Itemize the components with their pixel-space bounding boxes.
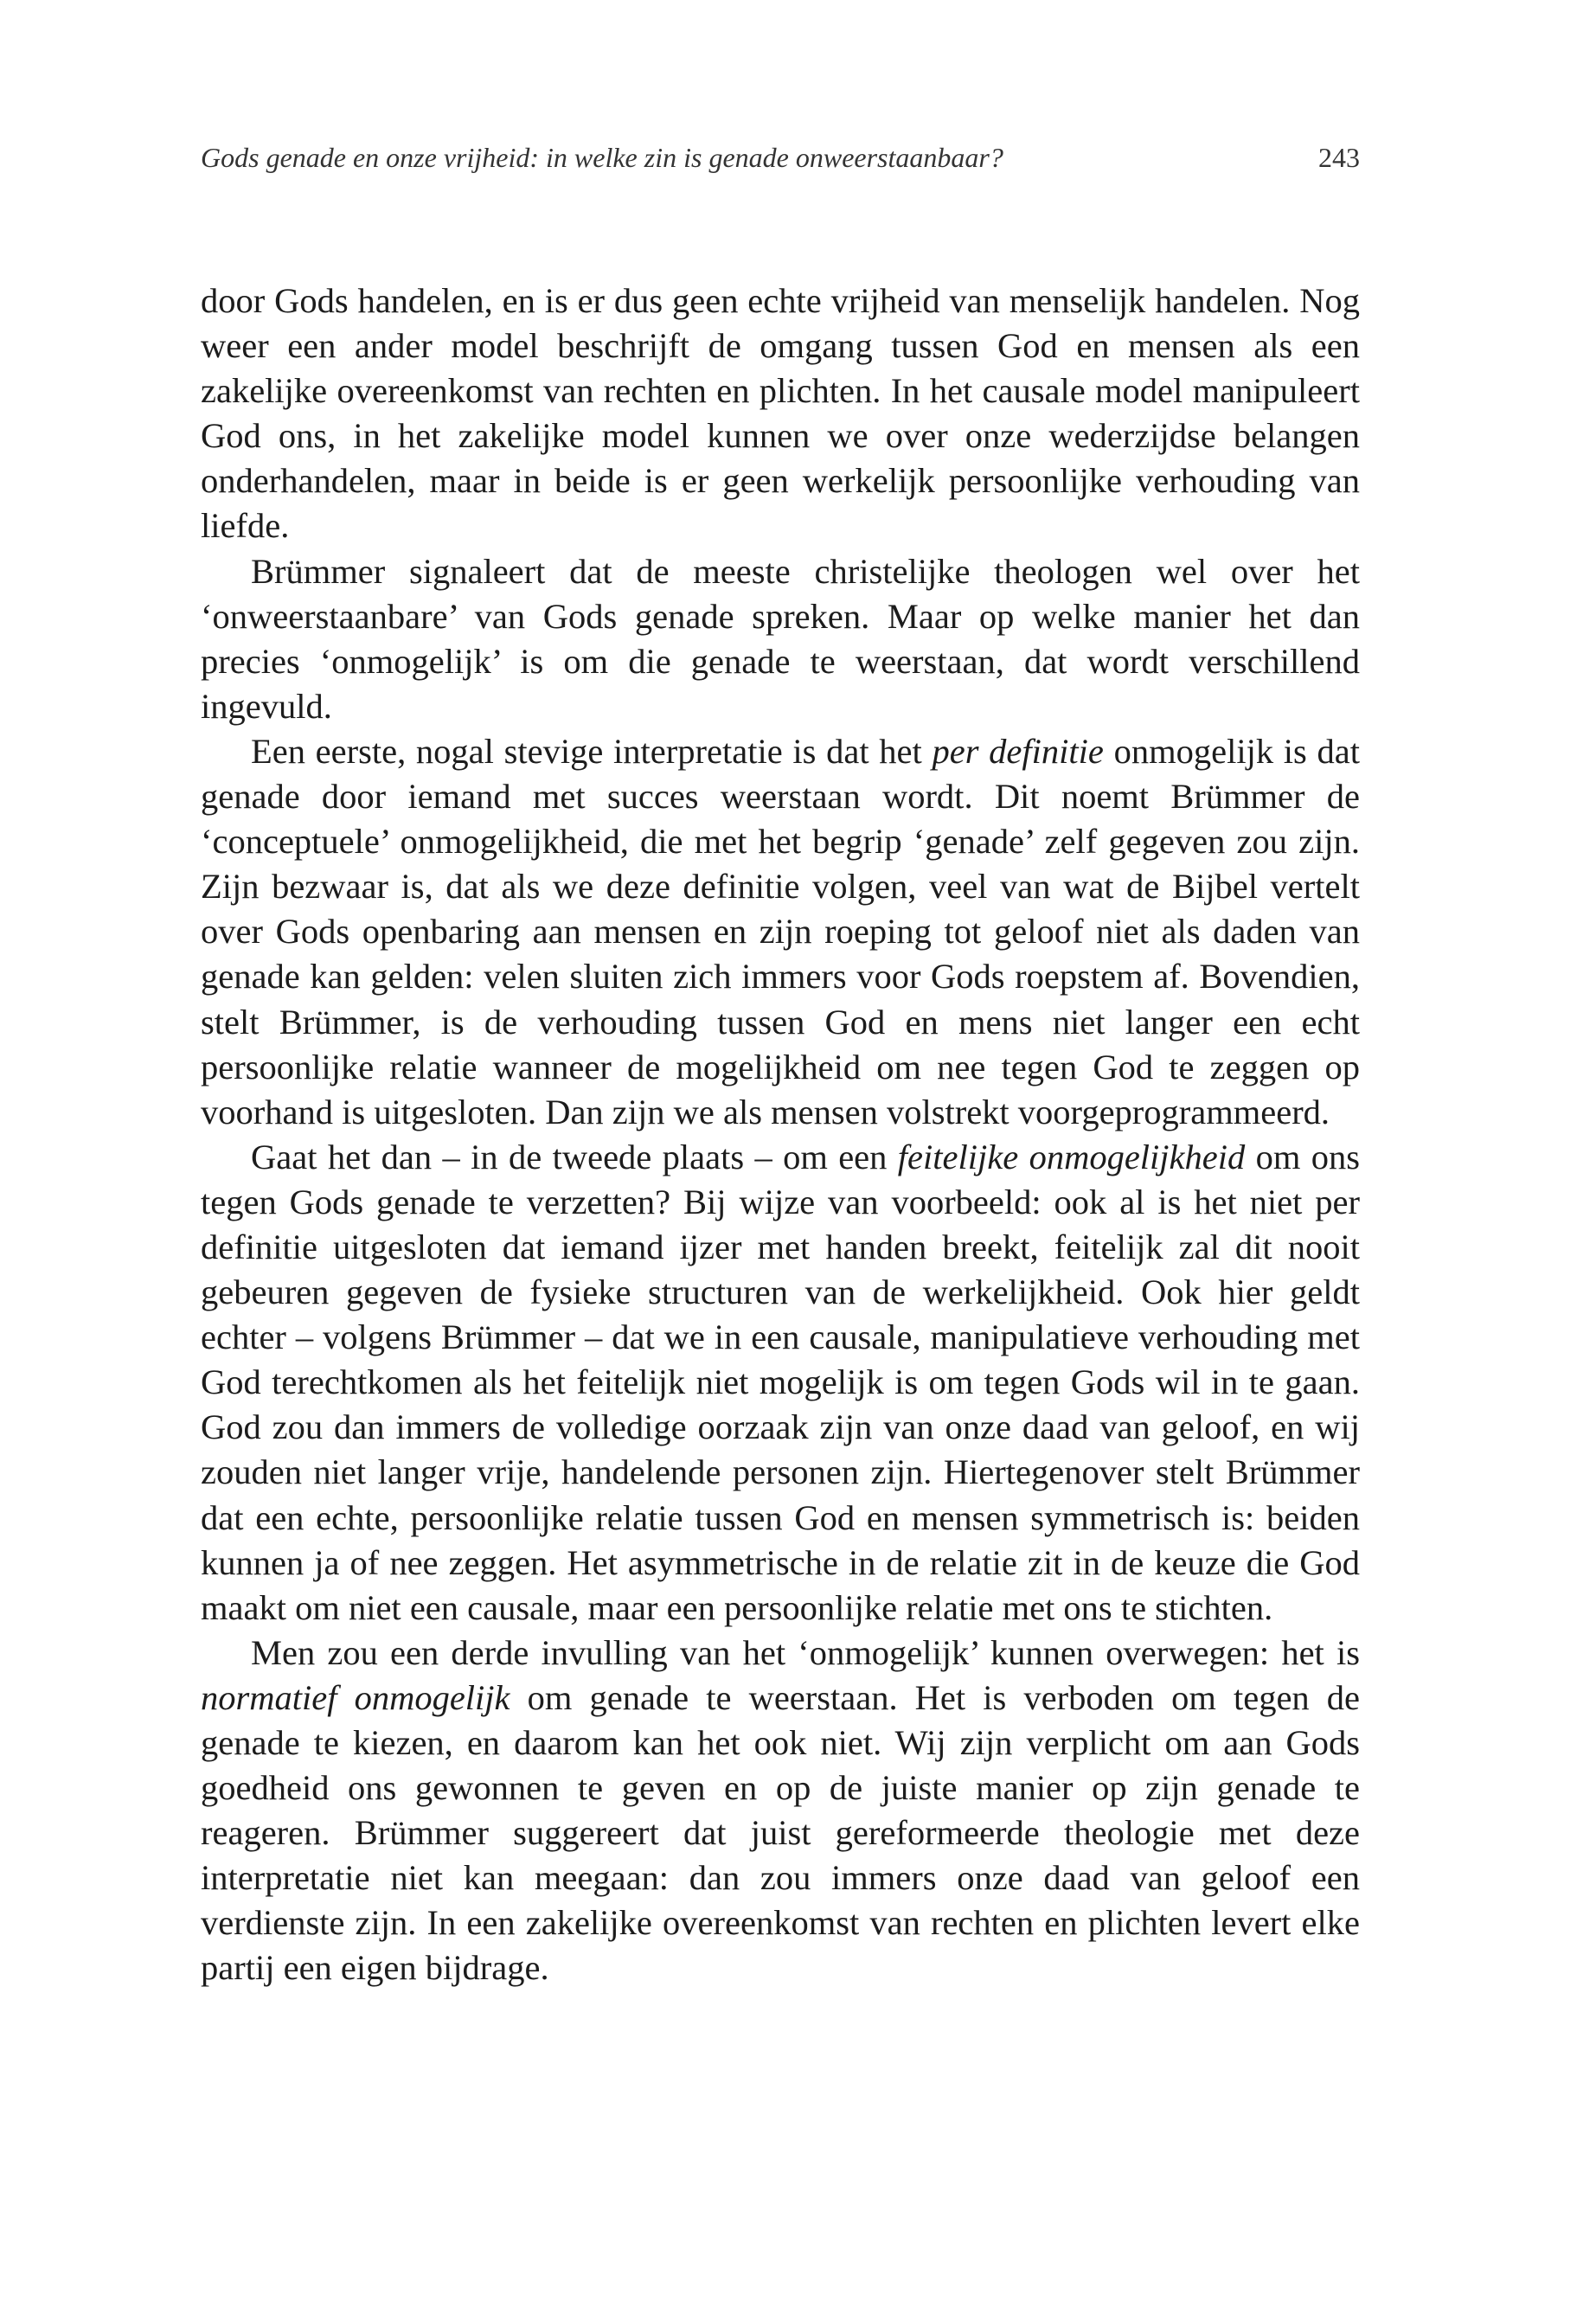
paragraph-text: Een eerste, nogal stevige interpretatie is dat het [251,731,933,771]
paragraph-1 [201,279,1360,549]
running-title: Gods genade en onze vrijheid: in welke zin is genade onweerstaanbaar? [201,142,1003,173]
paragraph-2 [201,549,1360,729]
italic-term-feitelijke-onmogelijkheid: feitelijke onmogelijkheid [897,1137,1246,1176]
italic-term-per-definitie: per definitie [932,731,1104,771]
paragraph-text: Brümmer signaleert dat de meeste christelijke theologen wel over het ‘onweerstaanbare’ van Gods genade spreken. Maar op welke manier het dan precies ‘onmogelijk’ is om die genade te weerstaan, dat wordt verschillend ingevuld. [201,551,1360,726]
paragraph-text: om genade te weerstaan. Het is verboden om tegen de genade te kiezen, en daarom kan het ook niet. Wij zijn verplicht om aan Gods goedheid ons gewonnen te geven en op de juiste manier op zijn genade te reageren. Brümmer suggereert dat juist gereformeerde theologie met deze interpretatie niet kan meegaan: dan zou immers onze daad van geloof een verdienste zijn. In een zakelijke overeenkomst van rechten en plichten levert elke partij een eigen bijdrage. [201,1677,1360,1988]
paragraph-3 [201,729,1360,1135]
paragraph-text: Gaat het dan – in de tweede plaats – om een [251,1137,898,1176]
page-number: 243 [1318,142,1360,173]
paragraph-4 [201,1135,1360,1631]
paragraph-text: onmogelijk is dat genade door iemand met succes weerstaan wordt. Dit noemt Brümmer de ‘conceptuele’ onmogelijkheid, die met het begrip ‘genade’ zelf gegeven zou zijn. Zijn bezwaar is, dat als we deze definitie volgen, veel van wat de Bijbel vertelt over Gods openbaring aan mensen en zijn roeping tot geloof niet als daden van genade kan gelden: velen sluiten zich immers voor Gods roepstem af. Bovendien, stelt Brümmer, is de verhouding tussen God en mens niet langer een echt persoonlijke relatie wanneer de mogelijkheid om nee tegen God te zeggen op voorhand is uitgesloten. Dan zijn we als mensen volstrekt voorgeprogrammeerd. [201,731,1361,1131]
italic-term-normatief-onmogelijk: normatief onmogelijk [201,1677,510,1717]
paragraph-5 [201,1631,1360,1991]
paragraph-text: om ons tegen Gods genade te verzetten? Bij wijze van voorbeeld: ook al is het niet per definitie uitgesloten dat iemand ijzer met handen breekt, feitelijk zal dit nooit gebeuren gegeven de fysieke structuren van de werkelijkheid. Ook hier geldt echter – volgens Brümmer – dat we in een causale, manipulatieve verhouding met God terechtkomen als het feitelijk niet mogelijk is om tegen Gods wil in te gaan. God zou dan immers de volledige oorzaak zijn van onze daad van geloof, en wij zouden niet langer vrije, handelende personen zijn. Hiertegenover stelt Brümmer dat een echte, persoonlijke relatie tussen God en mensen symmetrisch is: beiden kunnen ja of nee zeggen. Het asymmetrische in de relatie zit in de keuze die God maakt om niet een causale, maar een persoonlijke relatie met ons te stichten. [201,1137,1360,1627]
paragraph-text: Men zou een derde invulling van het ‘onmogelijk’ kunnen overwegen: het is [251,1632,1360,1672]
paragraph-text: door Gods handelen, en is er dus geen echte vrijheid van menselijk handelen. Nog weer een ander model beschrijft de omgang tussen God en mensen als een zakelijke overeenkomst van rechten en plichten. In het causale model manipuleert God ons, in het zakelijke model kunnen we over onze wederzijdse belangen onderhandelen, maar in beide is er geen werkelijk persoonlijke verhouding van liefde. [201,281,1360,546]
body-text [201,279,1360,1991]
